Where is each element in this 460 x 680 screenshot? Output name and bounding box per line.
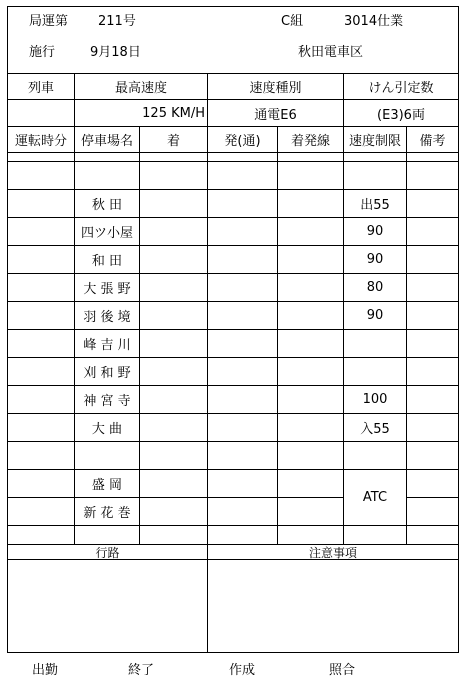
speed-limit-value [344, 358, 406, 385]
speed-limit-value: 80 [366, 280, 384, 295]
route-area[interactable] [8, 560, 207, 652]
summary-header-train: 列車 [27, 81, 54, 96]
col-header-departure: 発(通) [224, 134, 261, 149]
col-header-speed-limit: 速度制限 [348, 134, 401, 149]
speed-limit-value [344, 153, 406, 161]
speed-limit-value: 90 [366, 224, 384, 239]
summary-value-max-speed: 125 KM/H [142, 105, 205, 121]
col-divider-2 [139, 126, 140, 544]
col-divider-3 [207, 126, 208, 544]
station-name: 峰 吉 川 [83, 338, 131, 353]
depot-name: 秋田電車区 [298, 45, 364, 60]
duty-spec: 3014仕業 [344, 14, 404, 29]
col-divider-4 [277, 126, 278, 544]
caution-label: 注意事項 [308, 545, 357, 560]
footer-clock-in: 出勤 [32, 663, 59, 678]
station-name: 大 張 野 [83, 282, 131, 297]
summary-value-train [8, 100, 74, 126]
footer-created: 作成 [229, 663, 256, 678]
station-name [75, 442, 139, 469]
summary-header-speed-class: 速度種別 [249, 81, 302, 96]
speed-limit-value: 90 [366, 252, 384, 267]
effective-date: 9月18日 [90, 45, 141, 60]
footer-checked: 照合 [329, 663, 356, 678]
station-name: 大 曲 [91, 422, 123, 437]
station-name: 四ツ小屋 [80, 226, 133, 241]
route-label: 行路 [95, 545, 120, 560]
summary-value-haulage: (E3)6両 [377, 107, 425, 123]
col-divider-6 [406, 126, 407, 544]
station-name [75, 153, 139, 161]
district-label: 局運第 [29, 14, 69, 29]
summary-header-haulage: けん引定数 [368, 81, 434, 96]
document-number: 211号 [98, 14, 136, 29]
summary-value-speed-class: 通電E6 [254, 107, 297, 123]
speed-limit-value [344, 330, 406, 357]
footer-end: 終了 [128, 663, 155, 678]
station-name: 刈 和 野 [83, 366, 131, 381]
summary-header-max-speed: 最高速度 [114, 81, 167, 96]
speed-limit-value [344, 526, 406, 544]
speed-limit-atc: ATC [362, 490, 388, 505]
speed-limit-value: 100 [362, 392, 388, 407]
station-name: 新 花 巻 [83, 506, 131, 521]
station-name: 和 田 [91, 254, 123, 269]
col-header-track: 着発線 [290, 134, 330, 149]
speed-limit-value [344, 442, 406, 469]
col-header-remarks: 備考 [419, 134, 446, 149]
speed-limit-value: 出55 [360, 198, 390, 213]
speed-limit-value [344, 162, 406, 189]
effective-label: 施行 [29, 45, 56, 60]
station-name: 神 宮 寺 [83, 394, 131, 409]
col-header-arrival: 着 [166, 134, 180, 149]
col-header-running-time: 運転時分 [14, 134, 67, 149]
speed-limit-value: 90 [366, 308, 384, 323]
station-name [75, 526, 139, 544]
row-line [406, 497, 458, 498]
station-name [75, 162, 139, 189]
row-line [8, 497, 344, 498]
speed-limit-value: 入55 [360, 422, 390, 437]
caution-area[interactable] [208, 560, 458, 652]
station-name: 秋 田 [91, 198, 123, 213]
col-header-station: 停車場名 [80, 134, 133, 149]
train-schedule-sheet [7, 6, 459, 653]
group-label: C組 [281, 14, 304, 29]
station-name: 盛 岡 [91, 478, 123, 493]
station-name: 羽 後 境 [83, 310, 131, 325]
